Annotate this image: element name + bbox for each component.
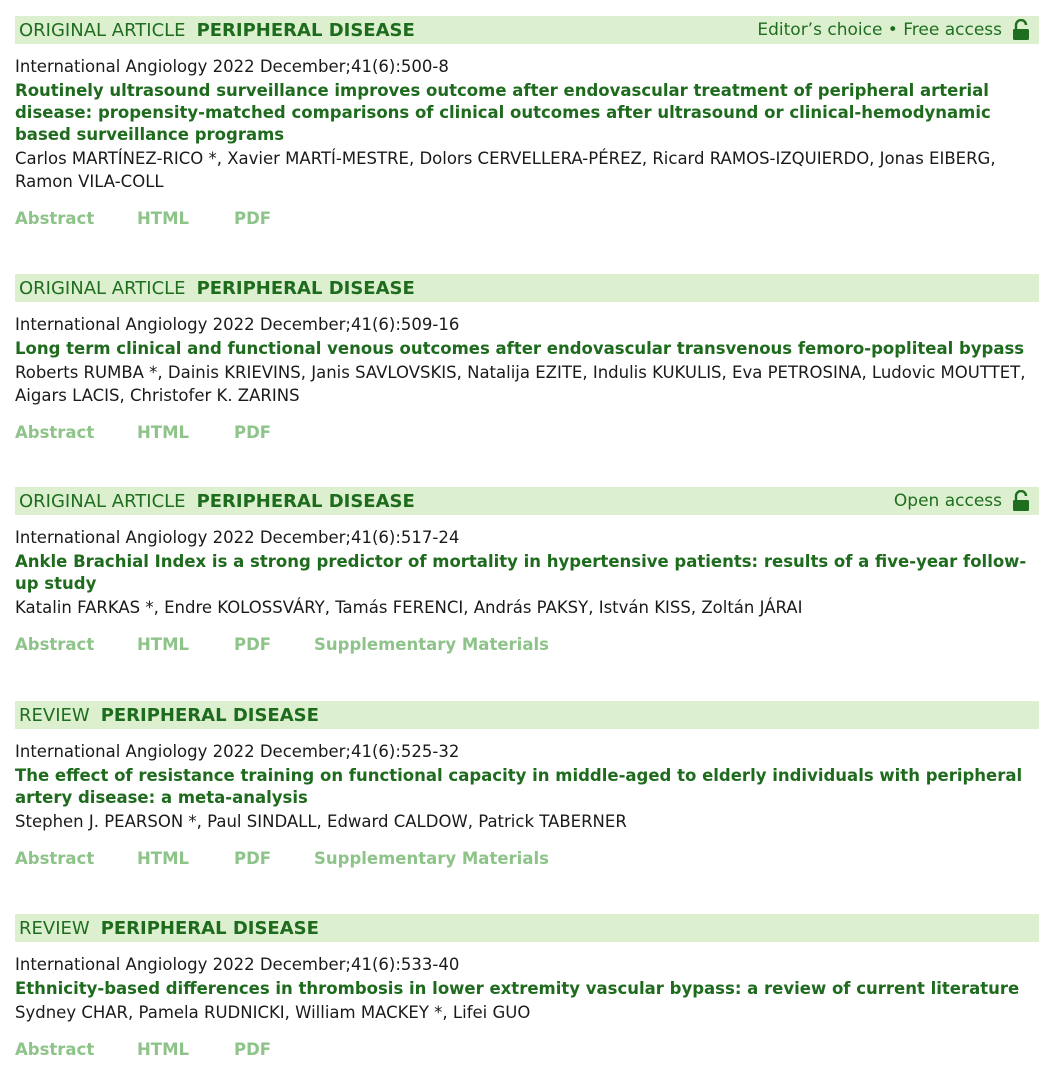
- article-type: REVIEW: [19, 917, 90, 939]
- pdf-link[interactable]: PDF: [234, 848, 272, 868]
- article-type: ORIGINAL ARTICLE: [19, 490, 186, 512]
- article-topic[interactable]: PERIPHERAL DISEASE: [196, 19, 415, 41]
- abstract-link[interactable]: Abstract: [15, 422, 95, 442]
- article-header-bar: [15, 274, 1039, 302]
- access-label: Editor’s choice • Free access: [757, 20, 1002, 40]
- article-authors: Stephen J. PEARSON *, Paul SINDALL, Edward CALDOW, Patrick TABERNER: [15, 812, 627, 831]
- article-topic[interactable]: PERIPHERAL DISEASE: [196, 277, 415, 299]
- article-title-link[interactable]: Routinely ultrasound surveillance improves outcome after endovascular treatment of peripheral arterial disease: propensity-matched comparisons of clinical outcomes after ultrasound or clinical-hemodynamic based surveillance programs: [15, 81, 991, 144]
- article-type: ORIGINAL ARTICLE: [19, 277, 186, 299]
- supplementary-materials-link[interactable]: Supplementary Materials: [314, 848, 549, 868]
- article-title-link[interactable]: Ankle Brachial Index is a strong predictor of mortality in hypertensive patients: results of a five-year follow-up study: [15, 552, 1027, 593]
- article-links: [15, 207, 1039, 229]
- article-links: [15, 1038, 1039, 1060]
- article-header-bar: [15, 487, 1039, 515]
- abstract-link[interactable]: Abstract: [15, 208, 95, 228]
- html-link[interactable]: HTML: [137, 422, 189, 442]
- article-header-bar: [15, 701, 1039, 729]
- pdf-link[interactable]: PDF: [234, 1039, 272, 1059]
- pdf-link[interactable]: PDF: [234, 422, 272, 442]
- access-badge: [894, 490, 1031, 512]
- article-topic[interactable]: PERIPHERAL DISEASE: [100, 917, 319, 939]
- unlocked-padlock-icon: [1011, 19, 1031, 41]
- article-title-link[interactable]: Ethnicity-based differences in thrombosis in lower extremity vascular bypass: a review of current literature: [15, 979, 1020, 998]
- abstract-link[interactable]: Abstract: [15, 848, 95, 868]
- article-authors: Sydney CHAR, Pamela RUDNICKI, William MACKEY *, Lifei GUO: [15, 1003, 531, 1022]
- article-item: [15, 16, 1039, 229]
- article-title-link[interactable]: Long term clinical and functional venous outcomes after endovascular transvenous femoro-popliteal bypass: [15, 339, 1025, 358]
- access-label: Open access: [893, 491, 1002, 511]
- article-item: [15, 701, 1039, 869]
- article-topic[interactable]: PERIPHERAL DISEASE: [196, 490, 415, 512]
- article-header-bar: [15, 914, 1039, 942]
- article-authors: Roberts RUMBA *, Dainis KRIEVINS, Janis SAVLOVSKIS, Natalija EZITE, Indulis KUKULIS, Eva PETROSINA, Ludovic MOUTTET, Aigars LACIS, Christofer K. ZARINS: [15, 363, 1026, 405]
- article-item: [15, 274, 1039, 443]
- article-topic[interactable]: PERIPHERAL DISEASE: [100, 704, 319, 726]
- article-links: [15, 847, 1039, 869]
- pdf-link[interactable]: PDF: [234, 634, 272, 654]
- article-item: [15, 487, 1039, 655]
- access-badge: [757, 19, 1031, 41]
- abstract-link[interactable]: Abstract: [15, 634, 95, 654]
- article-links: [15, 421, 1039, 443]
- article-header-bar: [15, 16, 1039, 44]
- article-links: [15, 633, 1039, 655]
- html-link[interactable]: HTML: [137, 634, 189, 654]
- article-citation: International Angiology 2022 December;41(6):509-16: [15, 315, 460, 334]
- article-type: REVIEW: [19, 704, 90, 726]
- unlocked-padlock-icon: [1011, 490, 1031, 512]
- article-authors: Katalin FARKAS *, Endre KOLOSSVÁRY, Tamás FERENCI, András PAKSY, István KISS, Zoltán JÁRAI: [15, 598, 803, 617]
- article-citation: International Angiology 2022 December;41(6):533-40: [15, 955, 460, 974]
- article-item: [15, 914, 1039, 1060]
- article-type: ORIGINAL ARTICLE: [19, 19, 186, 41]
- article-authors: Carlos MARTÍNEZ-RICO *, Xavier MARTÍ-MESTRE, Dolors CERVELLERA-PÉREZ, Ricard RAMOS-IZQUIERDO, Jonas EIBERG, Ramon VILA-COLL: [15, 149, 996, 191]
- supplementary-materials-link[interactable]: Supplementary Materials: [314, 634, 549, 654]
- abstract-link[interactable]: Abstract: [15, 1039, 95, 1059]
- article-citation: International Angiology 2022 December;41(6):517-24: [15, 528, 460, 547]
- html-link[interactable]: HTML: [137, 1039, 189, 1059]
- article-citation: International Angiology 2022 December;41(6):500-8: [15, 57, 449, 76]
- html-link[interactable]: HTML: [137, 848, 189, 868]
- html-link[interactable]: HTML: [137, 208, 189, 228]
- article-title-link[interactable]: The effect of resistance training on functional capacity in middle-aged to elderly individuals with peripheral artery disease: a meta-analysis: [15, 766, 1023, 807]
- article-citation: International Angiology 2022 December;41(6):525-32: [15, 742, 460, 761]
- pdf-link[interactable]: PDF: [234, 208, 272, 228]
